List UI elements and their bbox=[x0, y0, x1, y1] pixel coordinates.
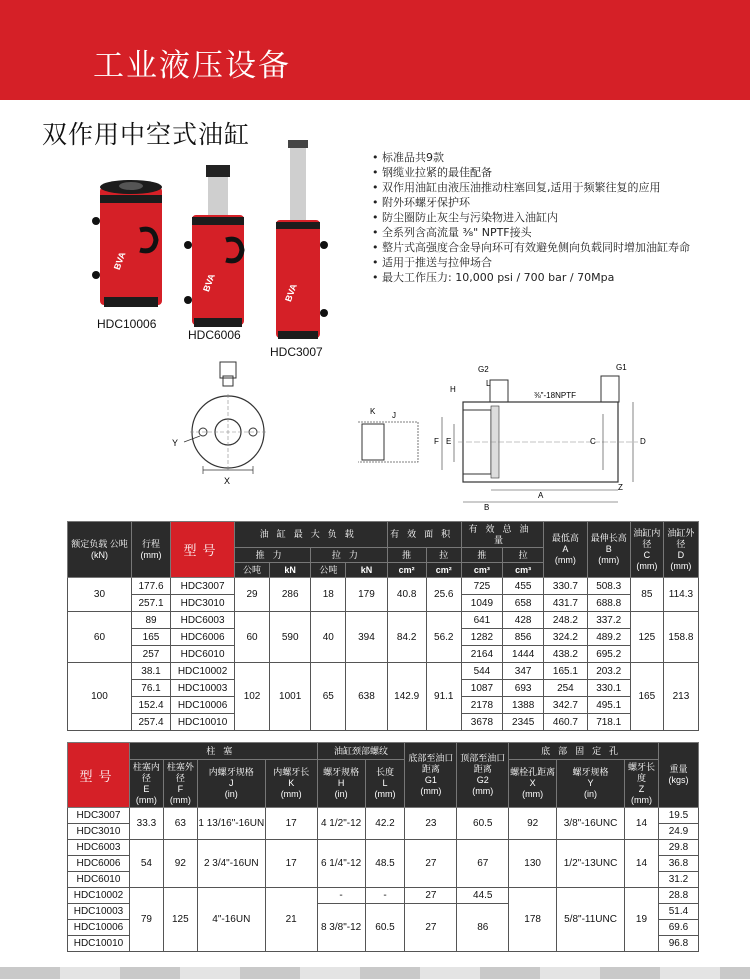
cell-j: 1 13/16"-16UN bbox=[197, 808, 265, 840]
cell-g1: 27 bbox=[405, 840, 457, 888]
header-unit: kN bbox=[346, 563, 387, 578]
cell-y: 5/8"-11UNC bbox=[557, 888, 625, 952]
cell-b: 688.8 bbox=[587, 595, 630, 612]
cell-oil-pull: 856 bbox=[503, 629, 544, 646]
cell-weight: 28.8 bbox=[658, 888, 698, 904]
cell-stroke: 152.4 bbox=[131, 697, 170, 714]
cell-oil-pull: 658 bbox=[503, 595, 544, 612]
cell-b: 495.1 bbox=[587, 697, 630, 714]
cell-oil-push: 641 bbox=[461, 612, 502, 629]
cell-weight: 19.5 bbox=[658, 808, 698, 824]
cell-weight: 36.8 bbox=[658, 856, 698, 872]
cell-z: 14 bbox=[625, 808, 659, 840]
cylinder-hdc10006 bbox=[92, 180, 162, 307]
cell-weight: 69.6 bbox=[658, 920, 698, 936]
table-row bbox=[68, 663, 699, 680]
cell-y: 3/8"-16UNC bbox=[557, 808, 625, 840]
cell-oil-pull: 693 bbox=[503, 680, 544, 697]
cell-a: 460.7 bbox=[544, 714, 587, 731]
cell-model: HDC10002 bbox=[68, 888, 130, 904]
side-view-drawing bbox=[338, 362, 668, 512]
feature-item: • 整片式高强度合金导向环可有效避免侧向负载同时增加油缸寿命 bbox=[372, 240, 717, 255]
cell-model: HDC3007 bbox=[171, 578, 235, 595]
cell-g1: 23 bbox=[405, 808, 457, 840]
cell-push-ton: 60 bbox=[235, 612, 270, 663]
cell-weight: 31.2 bbox=[658, 872, 698, 888]
product-photos bbox=[80, 135, 370, 360]
cell-k: 17 bbox=[265, 840, 317, 888]
dim-label-g2: G2 bbox=[478, 365, 489, 374]
cell-model: HDC6010 bbox=[68, 872, 130, 888]
cell-oil-push: 544 bbox=[461, 663, 502, 680]
header-f: 柱塞外径 F (mm) bbox=[163, 760, 197, 808]
cell-k: 21 bbox=[265, 888, 317, 952]
cell-pull-kn: 638 bbox=[346, 663, 387, 731]
cell-model: HDC10006 bbox=[171, 697, 235, 714]
feature-item: • 全系列含高流量 ⅜" NPTF接头 bbox=[372, 225, 717, 240]
cell-push-kn: 286 bbox=[270, 578, 311, 612]
cell-k: 17 bbox=[265, 808, 317, 840]
cell-h: 8 3/8"-12 bbox=[317, 904, 365, 952]
header-oil-push: 推 bbox=[461, 548, 502, 563]
svg-text:BVA: BVA bbox=[283, 282, 299, 304]
cell-weight: 51.4 bbox=[658, 904, 698, 920]
cell-pull-ton: 18 bbox=[311, 578, 346, 612]
dim-label-j: J bbox=[392, 411, 396, 420]
header-j: 内螺牙规格 J (in) bbox=[197, 760, 265, 808]
cell-a: 248.2 bbox=[544, 612, 587, 629]
cell-model: HDC6006 bbox=[68, 856, 130, 872]
header-push-force: 推力 bbox=[235, 548, 311, 563]
feature-item: • 附外环螺牙保护环 bbox=[372, 195, 717, 210]
cell-oil-push: 1087 bbox=[461, 680, 502, 697]
header-unit: cm² bbox=[387, 563, 426, 578]
cell-stroke: 165 bbox=[131, 629, 170, 646]
port-thread-label: ⅜"-18NPTF bbox=[534, 391, 576, 400]
table-row bbox=[68, 578, 699, 595]
cell-l: 60.5 bbox=[365, 904, 405, 952]
header-area-pull: 拉 bbox=[426, 548, 461, 563]
header-min-height: 最低高 A (mm) bbox=[544, 522, 587, 578]
cell-stroke: 177.6 bbox=[131, 578, 170, 595]
header-base-mount: 底部固定孔 bbox=[509, 743, 659, 760]
cell-z: 19 bbox=[625, 888, 659, 952]
header-stroke: 行程 (mm) bbox=[131, 522, 170, 578]
cell-g2: 86 bbox=[457, 904, 509, 952]
header-g1: 底部至油口距离 G1 (mm) bbox=[405, 743, 457, 808]
cell-g2: 67 bbox=[457, 840, 509, 888]
cell-stroke: 257 bbox=[131, 646, 170, 663]
cell-capacity: 100 bbox=[68, 663, 132, 731]
cell-d: 213 bbox=[663, 663, 698, 731]
header-unit: kN bbox=[270, 563, 311, 578]
cell-f: 63 bbox=[163, 808, 197, 840]
table-row bbox=[68, 808, 699, 824]
header-unit: cm² bbox=[426, 563, 461, 578]
header-z: 螺牙长度 Z (mm) bbox=[625, 760, 659, 808]
cell-area-pull: 91.1 bbox=[426, 663, 461, 731]
dim-label-x: X bbox=[224, 476, 231, 486]
header-eff-area: 有效面积 bbox=[387, 522, 461, 548]
cell-a: 165.1 bbox=[544, 663, 587, 680]
feature-item: • 双作用油缸由液压油推动柱塞回复,适用于频繁往复的应用 bbox=[372, 180, 717, 195]
cell-a: 431.7 bbox=[544, 595, 587, 612]
cell-model: HDC3007 bbox=[68, 808, 130, 824]
cell-oil-pull: 428 bbox=[503, 612, 544, 629]
cell-pull-ton: 40 bbox=[311, 612, 346, 663]
header-g2: 顶部至油口距离 G2 (mm) bbox=[457, 743, 509, 808]
header-unit: 公吨 bbox=[235, 563, 270, 578]
page-title: 工业液压设备 bbox=[93, 48, 291, 84]
cell-pull-kn: 394 bbox=[346, 612, 387, 663]
cell-c: 85 bbox=[630, 578, 663, 612]
dim-label-l: L bbox=[486, 379, 491, 388]
cell-model: HDC10010 bbox=[68, 936, 130, 952]
header-area-push: 推 bbox=[387, 548, 426, 563]
cell-x: 92 bbox=[509, 808, 557, 840]
table-row bbox=[68, 840, 699, 856]
cell-a: 254 bbox=[544, 680, 587, 697]
cell-weight: 24.9 bbox=[658, 824, 698, 840]
cell-oil-push: 1049 bbox=[461, 595, 502, 612]
cell-model: HDC10003 bbox=[68, 904, 130, 920]
cell-oil-pull: 455 bbox=[503, 578, 544, 595]
cell-weight: 29.8 bbox=[658, 840, 698, 856]
header-banner bbox=[0, 0, 750, 100]
header-x: 螺栓孔距离 X (mm) bbox=[509, 760, 557, 808]
cell-g1: 27 bbox=[405, 904, 457, 952]
header-k: 内螺牙长 K (mm) bbox=[265, 760, 317, 808]
header-max-height: 最伸长高 B (mm) bbox=[587, 522, 630, 578]
dim-label-h: H bbox=[450, 385, 456, 394]
header-max-load: 油缸最大负载 bbox=[235, 522, 388, 548]
header-unit: cm³ bbox=[503, 563, 544, 578]
spec-table-load bbox=[67, 521, 699, 731]
cell-push-ton: 102 bbox=[235, 663, 270, 731]
cell-j: 4"-16UN bbox=[197, 888, 265, 952]
cell-x: 130 bbox=[509, 840, 557, 888]
cell-b: 330.1 bbox=[587, 680, 630, 697]
model-label-hdc6006: HDC6006 bbox=[188, 328, 241, 342]
dim-label-a: A bbox=[538, 491, 544, 500]
feature-item: • 适用于推送与拉伸场合 bbox=[372, 255, 717, 270]
cell-stroke: 257.4 bbox=[131, 714, 170, 731]
header-y: 螺牙规格 Y (in) bbox=[557, 760, 625, 808]
cylinder-hdc3007 bbox=[276, 140, 328, 339]
cell-oil-push: 3678 bbox=[461, 714, 502, 731]
cell-area-push: 142.9 bbox=[387, 663, 426, 731]
cell-l: - bbox=[365, 888, 405, 904]
cell-c: 125 bbox=[630, 612, 663, 663]
cell-oil-pull: 1444 bbox=[503, 646, 544, 663]
footer-bar bbox=[0, 967, 750, 979]
header-e: 柱塞内径 E (mm) bbox=[129, 760, 163, 808]
cell-weight: 96.8 bbox=[658, 936, 698, 952]
cell-oil-pull: 2345 bbox=[503, 714, 544, 731]
header-outer-dia: 油缸外径 D (mm) bbox=[663, 522, 698, 578]
header-ring: 油缸颈部螺纹 bbox=[317, 743, 405, 760]
cell-oil-push: 2178 bbox=[461, 697, 502, 714]
cell-h: 4 1/2"-12 bbox=[317, 808, 365, 840]
cell-e: 79 bbox=[129, 888, 163, 952]
header-oil-pull: 拉 bbox=[503, 548, 544, 563]
feature-list bbox=[372, 150, 717, 285]
feature-item: • 最大工作压力: 10,000 psi / 700 bar / 70Mpa bbox=[372, 270, 717, 285]
cell-x: 178 bbox=[509, 888, 557, 952]
cell-g1: 27 bbox=[405, 888, 457, 904]
cell-h: 6 1/4"-12 bbox=[317, 840, 365, 888]
table-row bbox=[68, 888, 699, 904]
cell-model: HDC3010 bbox=[171, 595, 235, 612]
cell-push-kn: 590 bbox=[270, 612, 311, 663]
header-eff-oil: 有效总油量 bbox=[461, 522, 543, 548]
dim-label-d: D bbox=[640, 437, 646, 446]
cell-area-push: 84.2 bbox=[387, 612, 426, 663]
product-subtitle: 双作用中空式油缸 bbox=[42, 120, 251, 149]
cell-stroke: 89 bbox=[131, 612, 170, 629]
feature-item: • 钢缆业拉紧的最佳配备 bbox=[372, 165, 717, 180]
cell-b: 203.2 bbox=[587, 663, 630, 680]
cell-g2: 60.5 bbox=[457, 808, 509, 840]
cell-area-pull: 56.2 bbox=[426, 612, 461, 663]
cell-model: HDC3010 bbox=[68, 824, 130, 840]
cell-y: 1/2"-13UNC bbox=[557, 840, 625, 888]
cell-d: 158.8 bbox=[663, 612, 698, 663]
cell-a: 438.2 bbox=[544, 646, 587, 663]
cell-model: HDC10010 bbox=[171, 714, 235, 731]
cell-f: 125 bbox=[163, 888, 197, 952]
feature-item: • 标准品共9款 bbox=[372, 150, 717, 165]
feature-item: • 防尘圈防止灰尘与污染物进入油缸内 bbox=[372, 210, 717, 225]
cell-b: 695.2 bbox=[587, 646, 630, 663]
table-row bbox=[68, 612, 699, 629]
cell-area-pull: 25.6 bbox=[426, 578, 461, 612]
header-plunger: 柱塞 bbox=[129, 743, 317, 760]
cell-e: 54 bbox=[129, 840, 163, 888]
cell-area-push: 40.8 bbox=[387, 578, 426, 612]
cell-model: HDC6003 bbox=[171, 612, 235, 629]
dim-label-y: Y bbox=[172, 438, 179, 448]
cell-model: HDC10003 bbox=[171, 680, 235, 697]
header-model: 型号 bbox=[171, 522, 235, 578]
header-unit: cm³ bbox=[461, 563, 502, 578]
cell-capacity: 60 bbox=[68, 612, 132, 663]
cell-a: 342.7 bbox=[544, 697, 587, 714]
cell-j: 2 3/4"-16UN bbox=[197, 840, 265, 888]
cell-oil-push: 1282 bbox=[461, 629, 502, 646]
cell-capacity: 30 bbox=[68, 578, 132, 612]
cell-push-ton: 29 bbox=[235, 578, 270, 612]
dim-label-z: Z bbox=[618, 483, 623, 492]
cell-d: 114.3 bbox=[663, 578, 698, 612]
cell-oil-pull: 347 bbox=[503, 663, 544, 680]
dim-label-c: C bbox=[590, 437, 596, 446]
cell-z: 14 bbox=[625, 840, 659, 888]
dim-label-b: B bbox=[484, 503, 490, 512]
header-capacity: 额定负载 公吨 (kN) bbox=[68, 522, 132, 578]
cell-oil-push: 2164 bbox=[461, 646, 502, 663]
cell-b: 508.3 bbox=[587, 578, 630, 595]
header-weight: 重量 (kgs) bbox=[658, 743, 698, 808]
cell-f: 92 bbox=[163, 840, 197, 888]
header-h: 螺牙规格 H (in) bbox=[317, 760, 365, 808]
cell-l: 48.5 bbox=[365, 840, 405, 888]
model-label-hdc10006: HDC10006 bbox=[97, 317, 157, 331]
cell-h: - bbox=[317, 888, 365, 904]
cell-stroke: 257.1 bbox=[131, 595, 170, 612]
cell-e: 33.3 bbox=[129, 808, 163, 840]
header-pull-force: 拉力 bbox=[311, 548, 387, 563]
dim-label-f: F bbox=[434, 437, 439, 446]
cell-model: HDC10006 bbox=[68, 920, 130, 936]
spec-table-dimensions bbox=[67, 742, 699, 952]
cell-pull-kn: 179 bbox=[346, 578, 387, 612]
cell-l: 42.2 bbox=[365, 808, 405, 840]
cell-model: HDC6003 bbox=[68, 840, 130, 856]
dim-label-g1: G1 bbox=[616, 363, 627, 372]
header-model: 型号 bbox=[68, 743, 130, 808]
cell-oil-push: 725 bbox=[461, 578, 502, 595]
cell-b: 337.2 bbox=[587, 612, 630, 629]
cell-push-kn: 1001 bbox=[270, 663, 311, 731]
cell-a: 330.7 bbox=[544, 578, 587, 595]
cell-pull-ton: 65 bbox=[311, 663, 346, 731]
cylinder-hdc6006 bbox=[184, 165, 244, 327]
cell-c: 165 bbox=[630, 663, 663, 731]
header-inner-dia: 油缸内径 C (mm) bbox=[630, 522, 663, 578]
cell-g2: 44.5 bbox=[457, 888, 509, 904]
cell-b: 489.2 bbox=[587, 629, 630, 646]
cell-model: HDC6006 bbox=[171, 629, 235, 646]
cell-model: HDC10002 bbox=[171, 663, 235, 680]
dim-label-k: K bbox=[370, 407, 376, 416]
header-unit: 公吨 bbox=[311, 563, 346, 578]
top-view-drawing bbox=[170, 360, 300, 490]
cell-stroke: 76.1 bbox=[131, 680, 170, 697]
model-label-hdc3007: HDC3007 bbox=[270, 345, 323, 359]
dim-label-e: E bbox=[446, 437, 452, 446]
cell-oil-pull: 1388 bbox=[503, 697, 544, 714]
svg-text:BVA: BVA bbox=[201, 272, 217, 294]
cell-model: HDC6010 bbox=[171, 646, 235, 663]
svg-text:BVA: BVA bbox=[111, 250, 128, 272]
cell-stroke: 38.1 bbox=[131, 663, 170, 680]
cell-a: 324.2 bbox=[544, 629, 587, 646]
header-l: 长度 L (mm) bbox=[365, 760, 405, 808]
cell-b: 718.1 bbox=[587, 714, 630, 731]
